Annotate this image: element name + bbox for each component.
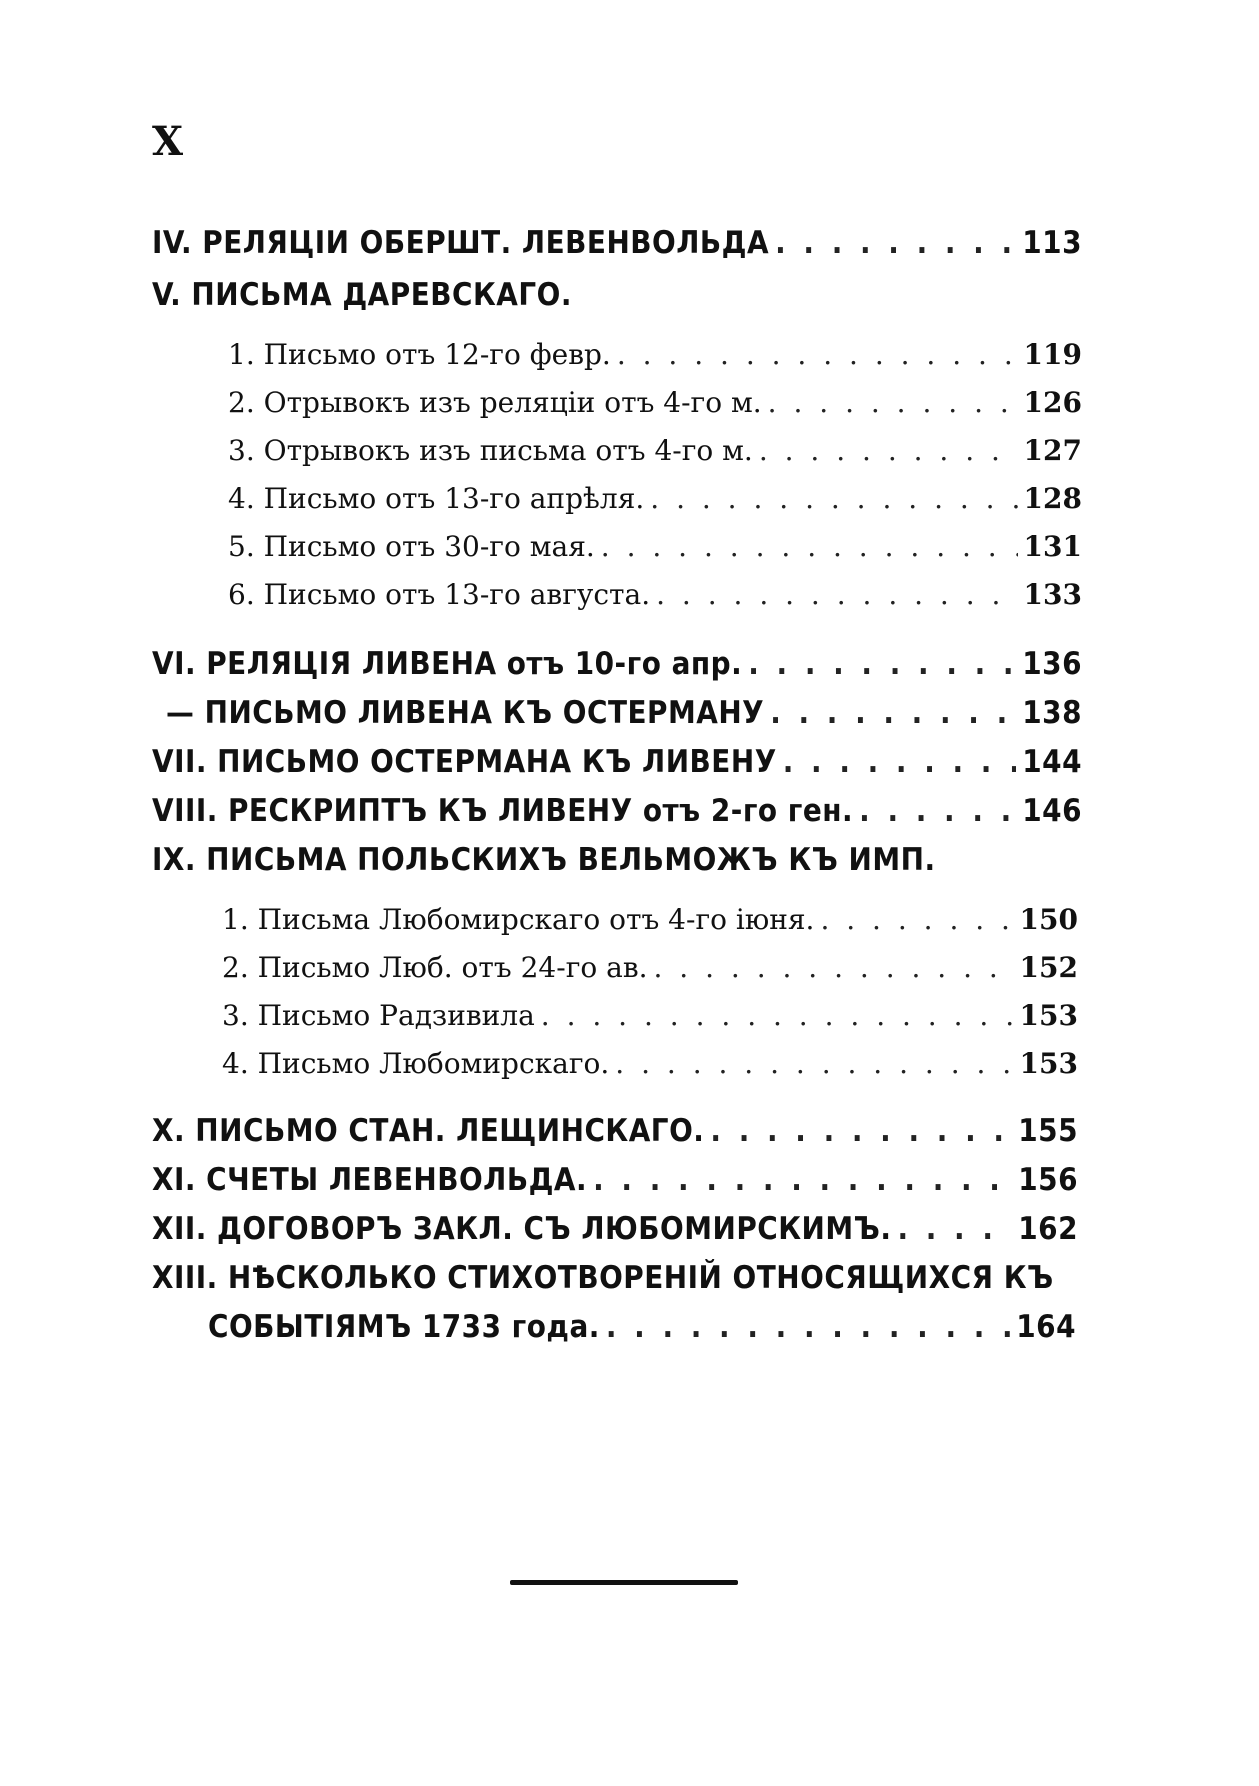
leader-dots: [859, 793, 1016, 829]
toc-entry-label: СОБЫТІЯМЪ 1733 года.: [208, 1309, 600, 1345]
toc-entry-label: 1. Письма Любомирскаго отъ 4-го іюня.: [222, 903, 815, 936]
leader-dots: [897, 1211, 1012, 1247]
toc-entry-v-4: [228, 482, 1082, 515]
toc-entry-label: 4. Письмо отъ 13-го апрѣля.: [228, 482, 645, 515]
leader-dots: [710, 1113, 1012, 1149]
toc-entry-ix-3: [222, 999, 1078, 1032]
leader-dots: [783, 744, 1017, 780]
toc-entry-page: 150: [1019, 903, 1078, 936]
toc-entry-label: VIII. РЕСКРИПТЪ КЪ ЛИВЕНУ отъ 2-го ген.: [152, 793, 854, 829]
closing-rule: [510, 1580, 738, 1585]
toc-entry-page: 156: [1018, 1162, 1078, 1198]
toc-heading-xiii: XIII. НѢСКОЛЬКО СТИХОТВОРЕНІЙ ОТНОСЯЩИХСЯ КЪ: [152, 1260, 1054, 1296]
toc-entry-label: 1. Письмо отъ 12-го февр.: [228, 338, 611, 371]
page-number: X: [152, 118, 185, 165]
leader-dots: [770, 695, 1016, 731]
toc-heading-v: V. ПИСЬМА ДАРЕВСКАГО.: [152, 277, 572, 313]
toc-entry-page: 153: [1019, 1047, 1078, 1080]
toc-entry-page: 131: [1023, 530, 1082, 563]
toc-entry-label: 4. Письмо Любомирскаго.: [222, 1047, 610, 1080]
toc-entry-page: 162: [1018, 1211, 1078, 1247]
toc-entry-v-2: [228, 386, 1082, 419]
toc-heading-ix: IX. ПИСЬМА ПОЛЬСКИХЪ ВЕЛЬМОЖЪ КЪ ИМП.: [152, 842, 936, 878]
toc-entry-label: 3. Отрывокъ изъ письма отъ 4-го м.: [228, 434, 753, 467]
leader-dots: [820, 903, 1013, 936]
leader-dots: [601, 530, 1018, 563]
toc-entry-page: 155: [1018, 1113, 1078, 1149]
toc-entry-page: 128: [1023, 482, 1082, 515]
toc-entry-label: 5. Письмо отъ 30-го мая.: [228, 530, 595, 563]
toc-entry-ix-1: [222, 903, 1078, 936]
leader-dots: [775, 225, 1016, 261]
leader-dots: [615, 1047, 1013, 1080]
toc-entry-page: 119: [1023, 338, 1082, 371]
toc-entry-page: 152: [1019, 951, 1078, 984]
toc-entry-page: 126: [1023, 386, 1082, 419]
toc-entry-page: 146: [1022, 793, 1082, 829]
toc-entry-v-1: [228, 338, 1082, 371]
toc-entry-label: VII. ПИСЬМО ОСТЕРМАНА КЪ ЛИВЕНУ: [152, 744, 777, 780]
toc-entry-vi: [152, 646, 1082, 682]
toc-entry-xii: [152, 1211, 1078, 1247]
toc-entry-label: XII. ДОГОВОРЪ ЗАКЛ. СЪ ЛЮБОМИРСКИМЪ.: [152, 1211, 892, 1247]
toc-entry-page: 133: [1023, 578, 1082, 611]
toc-entry-label: 3. Письмо Радзивила: [222, 999, 535, 1032]
toc-entry-label: X. ПИСЬМО СТАН. ЛЕЩИНСКАГО.: [152, 1113, 705, 1149]
toc-entry-viii: [152, 793, 1082, 829]
toc-entry-v-6: [228, 578, 1082, 611]
toc-entry-iv: [152, 225, 1082, 261]
toc-entry-page: 164: [1016, 1309, 1076, 1345]
leader-dots: [593, 1162, 1012, 1198]
toc-entry-label: VI. РЕЛЯЦІЯ ЛИВЕНА отъ 10-го апр.: [152, 646, 743, 682]
leader-dots: [768, 386, 1018, 419]
toc-entry-page: 144: [1022, 744, 1082, 780]
toc-entry-vi-letter: [166, 695, 1082, 731]
leader-dots: [759, 434, 1018, 467]
toc-entry-x: [152, 1113, 1078, 1149]
leader-dots: [541, 999, 1014, 1032]
toc-entry-label: 6. Письмо отъ 13-го августа.: [228, 578, 651, 611]
toc-entry-label: XI. СЧЕТЫ ЛЕВЕНВОЛЬДА.: [152, 1162, 588, 1198]
leader-dots: [656, 578, 1017, 611]
toc-entry-label: IV. РЕЛЯЦІИ ОБЕРШТ. ЛЕВЕНВОЛЬДА: [152, 225, 770, 261]
toc-entry-page: 127: [1023, 434, 1082, 467]
toc-entry-ix-2: [222, 951, 1078, 984]
toc-entry-ix-4: [222, 1047, 1078, 1080]
toc-entry-page: 113: [1022, 225, 1082, 261]
toc-entry-page: 138: [1022, 695, 1082, 731]
toc-entry-xi: [152, 1162, 1078, 1198]
toc-entry-v-3: [228, 434, 1082, 467]
toc-entry-label: 2. Отрывокъ изъ реляціи отъ 4-го м.: [228, 386, 762, 419]
toc-entry-page: 153: [1019, 999, 1078, 1032]
leader-dots: [748, 646, 1016, 682]
toc-entry-xiii: [208, 1309, 1076, 1345]
leader-dots: [617, 338, 1018, 371]
leader-dots: [654, 951, 1014, 984]
toc-entry-label: — ПИСЬМО ЛИВЕНА КЪ ОСТЕРМАНУ: [166, 695, 765, 731]
toc-entry-label: 2. Письмо Люб. отъ 24-го ав.: [222, 951, 648, 984]
leader-dots: [606, 1309, 1010, 1345]
leader-dots: [650, 482, 1017, 515]
toc-entry-vii: [152, 744, 1082, 780]
toc-entry-page: 136: [1022, 646, 1082, 682]
toc-entry-v-5: [228, 530, 1082, 563]
